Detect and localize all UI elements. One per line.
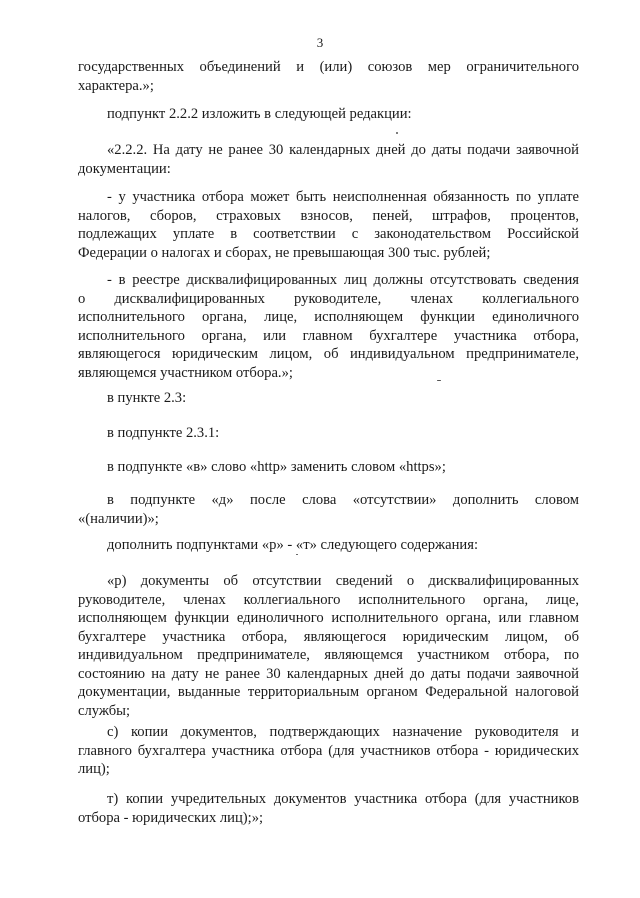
page-number: 3 bbox=[316, 35, 324, 50]
paragraph-subpoint-t bbox=[78, 790, 579, 827]
text-line: службы; bbox=[78, 702, 131, 719]
paragraph-2-2-2-intro: подпункт 2.2.2 изложить в следующей редакции: bbox=[107, 106, 412, 122]
paragraph-subpoint-s bbox=[78, 723, 579, 779]
paragraph-disqualified-registry bbox=[78, 271, 579, 382]
paragraph-point-2-3: в пункте 2.3: bbox=[107, 390, 187, 406]
text-line: документации, выданные территориальным органом Федеральной налоговой bbox=[78, 684, 579, 700]
text-line: лиц); bbox=[78, 761, 110, 777]
scan-speck bbox=[296, 554, 298, 555]
text-line: «2.2.2. На дату не ранее 30 календарных дней до даты подачи заявочной bbox=[107, 142, 579, 158]
text-line: с) копии документов, подтверждающих назначение руководителя и bbox=[107, 724, 579, 740]
paragraph-2-2-2 bbox=[78, 141, 579, 178]
text-line: документации: bbox=[78, 160, 171, 177]
text-line: о дисквалифицированных руководителе, членах коллегиального bbox=[78, 290, 579, 307]
text-line: государственных объединений и (или) союзов мер ограничительного bbox=[78, 59, 579, 75]
text-line: бухгалтере участника отбора, являющегося юридическим лицом, об bbox=[78, 628, 579, 645]
text-line: - у участника отбора может быть неисполненная обязанность по уплате bbox=[107, 189, 579, 205]
text-line: Федерации о налогах и сборах, не превышающая 300 тыс. рублей; bbox=[78, 244, 491, 261]
scan-speck bbox=[437, 380, 441, 381]
text-line: являющемся участником отбора.»; bbox=[78, 364, 293, 381]
scan-speck bbox=[396, 132, 398, 134]
paragraph-subpoint-2-3-1: в подпункте 2.3.1: bbox=[107, 425, 220, 441]
text-line: «р) документы об отсутствии сведений о дисквалифицированных bbox=[107, 573, 579, 589]
text-line: подлежащих уплате в соответствии с законодательством Российской bbox=[78, 226, 579, 242]
paragraph-add-subpoints: дополнить подпунктами «р» - «т» следующего содержания: bbox=[107, 537, 478, 553]
text-line: отбора - юридических лиц);»; bbox=[78, 809, 264, 826]
text-line: исполнительного органа, или главном бухгалтере участника отбора, bbox=[78, 327, 579, 344]
text-line: в подпункте «д» после слова «отсутствии» дополнить словом bbox=[107, 492, 579, 508]
text-line: являющегося юридическим лицом, об индивидуальном предпринимателе, bbox=[78, 346, 579, 362]
text-line: состоянию на дату не ранее 30 календарных дней до даты подачи заявочной bbox=[78, 665, 579, 682]
text-line: т) копии учредительных документов участника отбора (для участников bbox=[107, 791, 579, 807]
text-line: руководителе, членах коллегиального исполнительного органа, лице, bbox=[78, 591, 579, 608]
paragraph-subpoint-d bbox=[78, 491, 579, 528]
text-line: индивидуальном предпринимателе, являющемся участником отбора, по bbox=[78, 647, 579, 663]
text-line: - в реестре дисквалифицированных лиц должны отсутствовать сведения bbox=[107, 272, 579, 288]
text-line: исполнительного органа, лице, исполняющем функции единоличного bbox=[78, 309, 579, 325]
paragraph-subpoint-r bbox=[78, 572, 579, 720]
paragraph-subpoint-v: в подпункте «в» слово «http» заменить словом «https»; bbox=[107, 459, 446, 475]
paragraph-continuation bbox=[78, 58, 579, 95]
text-line: характера.»; bbox=[78, 77, 154, 94]
text-line: исполняющем функции единоличного исполнительного органа, или главном bbox=[78, 610, 579, 626]
text-line: «(наличии)»; bbox=[78, 510, 159, 527]
text-line: главного бухгалтера участника отбора (для участников отбора - юридических bbox=[78, 742, 579, 759]
paragraph-tax-arrears bbox=[78, 188, 579, 262]
text-line: налогов, сборов, страховых взносов, пеней, штрафов, процентов, bbox=[78, 207, 579, 224]
